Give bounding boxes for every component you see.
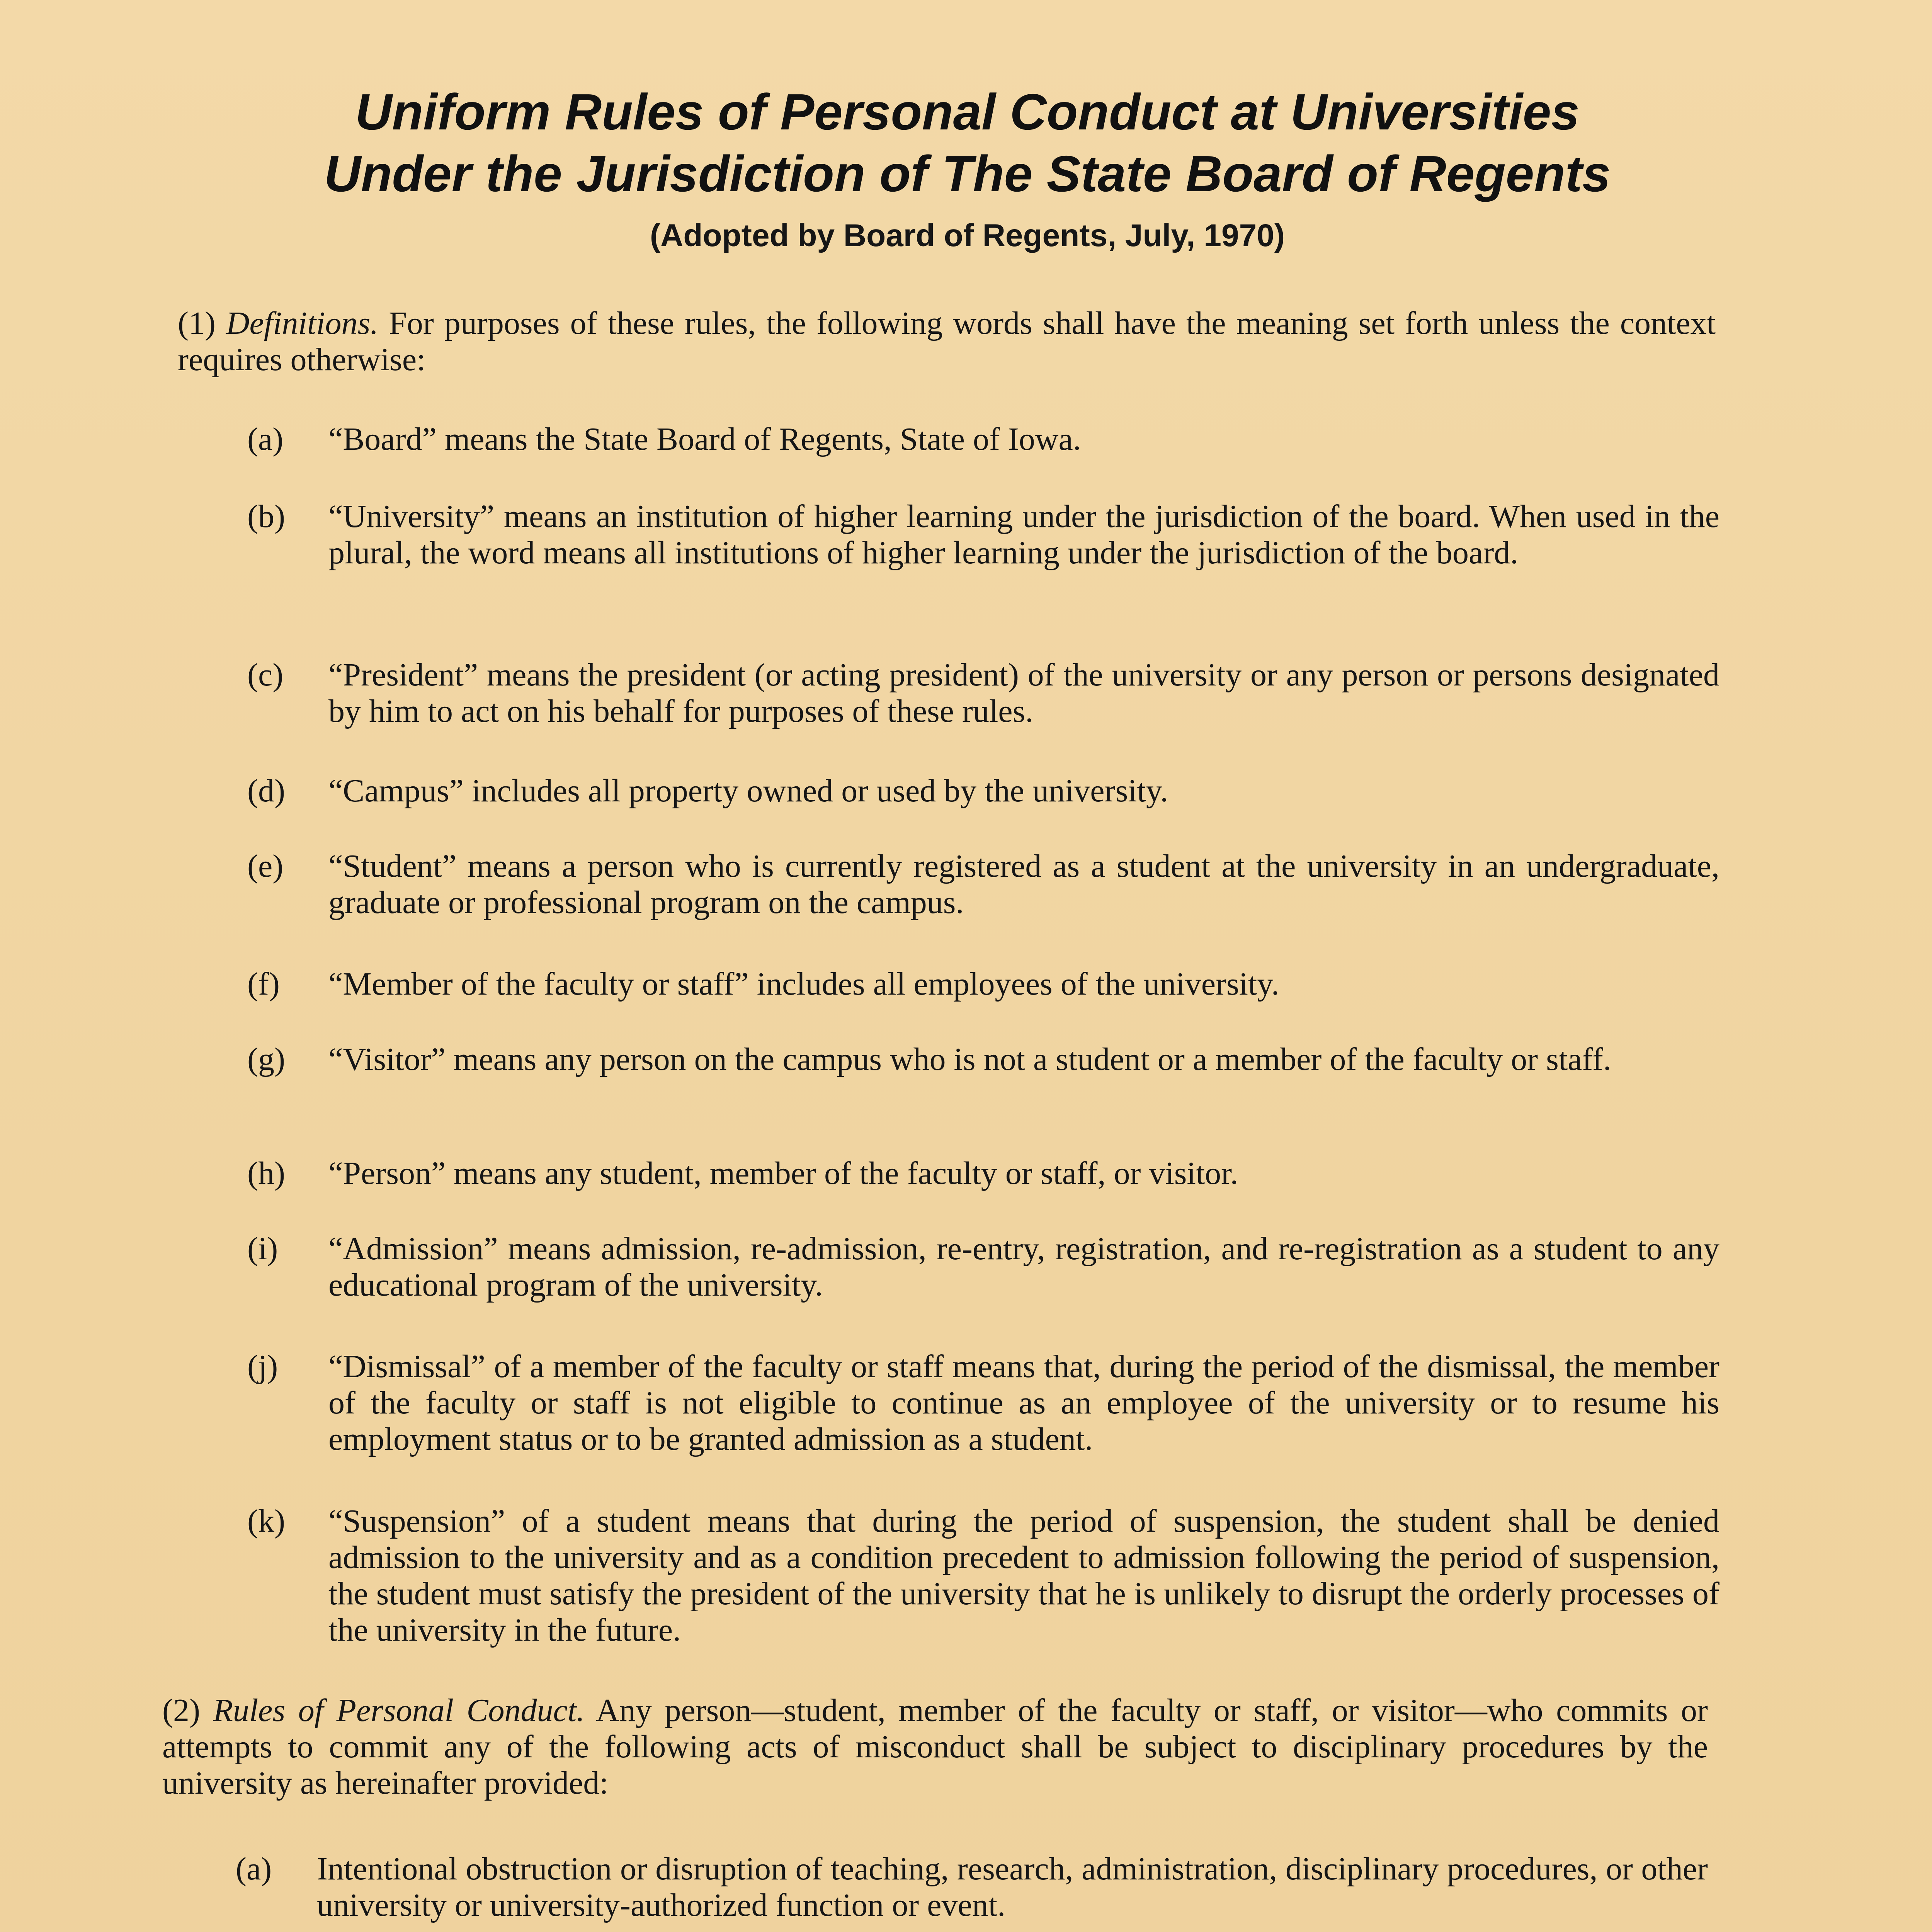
item-text: “Student” means a person who is currently registered as a student at the university in an undergraduate, graduate or professional program on the campus. (328, 848, 1719, 920)
section-2-intro (162, 1692, 1708, 1801)
item-label: (d) (247, 773, 285, 809)
item-label: (k) (247, 1503, 285, 1539)
section-1-number: (1) (178, 305, 216, 341)
item-label: (h) (247, 1155, 285, 1191)
document-title-line-1: Uniform Rules of Personal Conduct at Universities (355, 83, 1580, 140)
section-1-intro-text: For purposes of these rules, the following words shall have the meaning set forth unless the context requires otherwise: (178, 305, 1716, 378)
item-text: “Suspension” of a student means that during the period of suspension, the student shall be denied admission to the university and as a condition precedent to admission following the period of suspension, the student must satisfy the president of the university that he is unlikely to disrupt the orderly processes of the university in the future. (328, 1503, 1719, 1648)
item-text: “Board” means the State Board of Regents, State of Iowa. (328, 421, 1081, 457)
item-label: (e) (247, 848, 284, 884)
item-label: (g) (247, 1041, 285, 1077)
item-text: “Campus” includes all property owned or used by the university. (328, 773, 1168, 809)
document-title-line-2: Under the Jurisdiction of The State Board of Regents (324, 145, 1611, 202)
item-text: “President” means the president (or acting president) of the university or any person or persons designated by him to act on his behalf for purposes of these rules. (328, 657, 1719, 729)
item-text: “Member of the faculty or staff” includes all employees of the university. (328, 966, 1279, 1002)
section-1-heading: Definitions. (226, 305, 379, 341)
item-text: “Visitor” means any person on the campus who is not a student or a member of the faculty or staff. (328, 1041, 1611, 1077)
item-text: “Person” means any student, member of the faculty or staff, or visitor. (328, 1155, 1238, 1191)
item-text: Intentional obstruction or disruption of teaching, research, administration, disciplinary procedures, or other university or university-authorized function or event. (317, 1851, 1708, 1923)
item-label: (f) (247, 966, 280, 1002)
item-label: (i) (247, 1231, 278, 1267)
item-label: (b) (247, 498, 285, 534)
item-text: “Admission” means admission, re-admission, re-entry, registration, and re-registration as a student to any educational program of the university. (328, 1231, 1719, 1303)
item-label: (a) (236, 1851, 272, 1887)
item-label: (a) (247, 421, 284, 457)
item-label: (j) (247, 1349, 278, 1384)
item-text: “Dismissal” of a member of the faculty or staff means that, during the period of the dismissal, the member of the faculty or staff is not eligible to continue as an employee of the university or to resume his employment status or to be granted admission as a student. (328, 1349, 1719, 1457)
section-2-intro-text: Any person—student, member of the faculty or staff, or visitor—who commits or attempts to commit any of the following acts of misconduct shall be subject to disciplinary procedures by the university as hereinafter provided: (162, 1692, 1708, 1801)
section-1-intro (178, 305, 1716, 378)
item-text: “University” means an institution of higher learning under the jurisdiction of the board. When used in the plural, the word means all institutions of higher learning under the jurisdiction of the board. (328, 498, 1719, 571)
item-label: (c) (247, 657, 284, 693)
section-2-number: (2) (162, 1692, 200, 1728)
adoption-note: (Adopted by Board of Regents, July, 1970) (650, 218, 1285, 253)
section-2-heading: Rules of Personal Conduct. (213, 1692, 585, 1728)
